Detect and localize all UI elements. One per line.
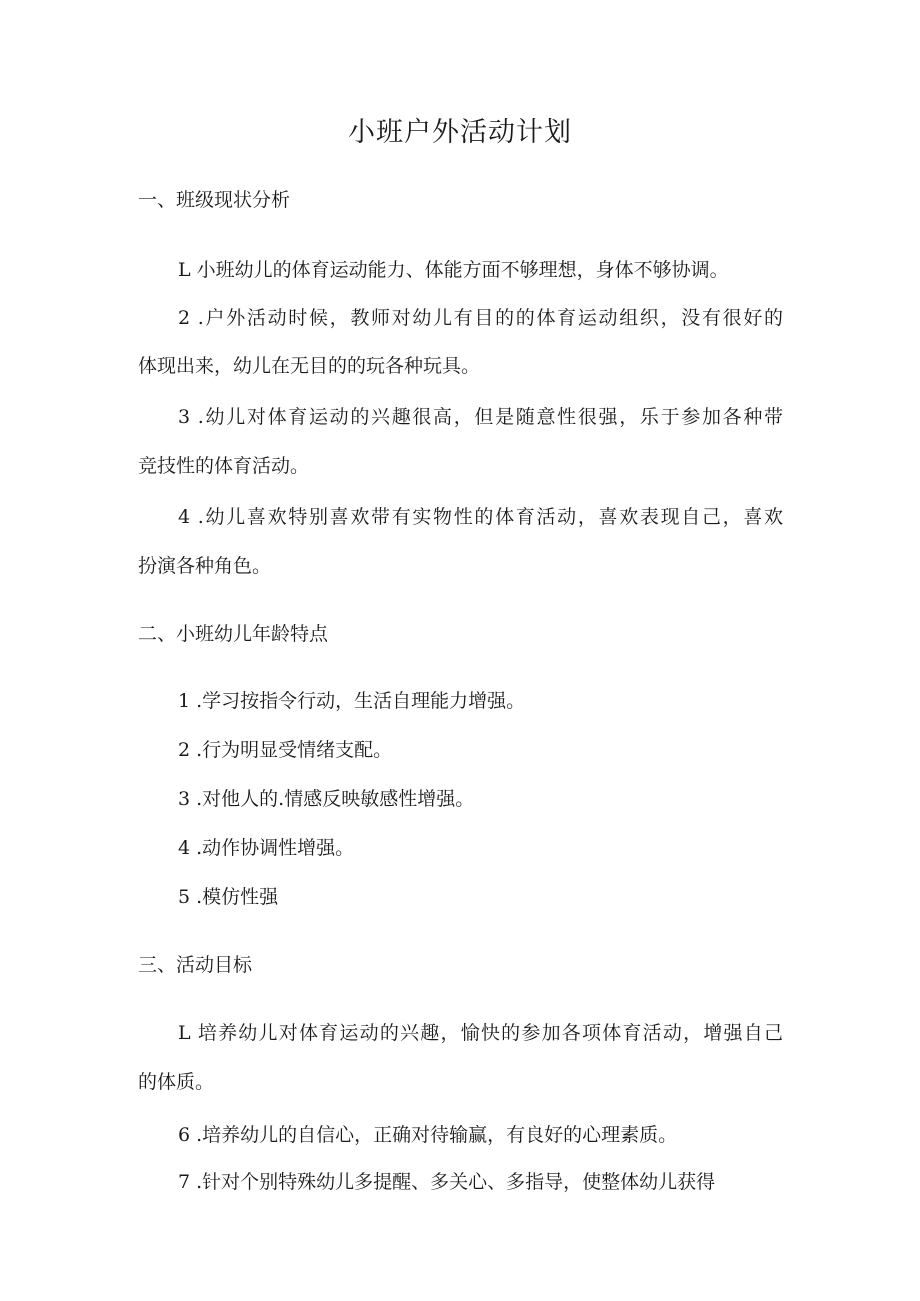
paragraph-line: 竞技性的体育活动。 [138, 455, 310, 477]
paragraph-line: 的体质。 [138, 1071, 215, 1093]
paragraph-line: 4 .幼儿喜欢特别喜欢带有实物性的体育活动，喜欢表现自己，喜欢 [178, 506, 783, 528]
paragraph-line: 体现出来，幼儿在无目的的玩各种玩具。 [138, 355, 481, 377]
paragraph-line: L 培养幼儿对体育运动的兴趣，愉快的参加各项体育活动，增强自己 [178, 1022, 783, 1044]
paragraph-line: 扮演各种角色。 [138, 555, 272, 577]
section-heading-2: 二、小班幼儿年龄特点 [138, 623, 329, 645]
list-item: 4 .动作协调性增强。 [178, 837, 355, 859]
paragraph-line: 6 .培养幼儿的自信心，正确对待输赢，有良好的心理素质。 [178, 1124, 678, 1146]
list-item: 5 .模仿性强 [178, 886, 279, 908]
paragraph-line: L 小班幼儿的体育运动能力、体能方面不够理想，身体不够协调。 [178, 259, 729, 281]
paragraph-line: 7 .针对个别特殊幼儿多提醒、多关心、多指导，使整体幼儿获得 [178, 1171, 716, 1193]
document-title: 小班户外活动计划 [348, 117, 572, 148]
section-heading-3: 三、活动目标 [138, 954, 253, 976]
paragraph-line: 3 .幼儿对体育运动的兴趣很高，但是随意性很强，乐于参加各种带 [178, 406, 783, 428]
paragraph-line: 2 .户外活动时候，教师对幼儿有目的的体育运动组织，没有很好的 [178, 307, 783, 329]
section-heading-1: 一、班级现状分析 [138, 189, 291, 211]
list-item: 2 .行为明显受情绪支配。 [178, 739, 393, 761]
list-item: 1 .学习按指令行动，生活自理能力增强。 [178, 690, 526, 712]
list-item: 3 .对他人的.情感反映敏感性增强。 [178, 788, 475, 810]
